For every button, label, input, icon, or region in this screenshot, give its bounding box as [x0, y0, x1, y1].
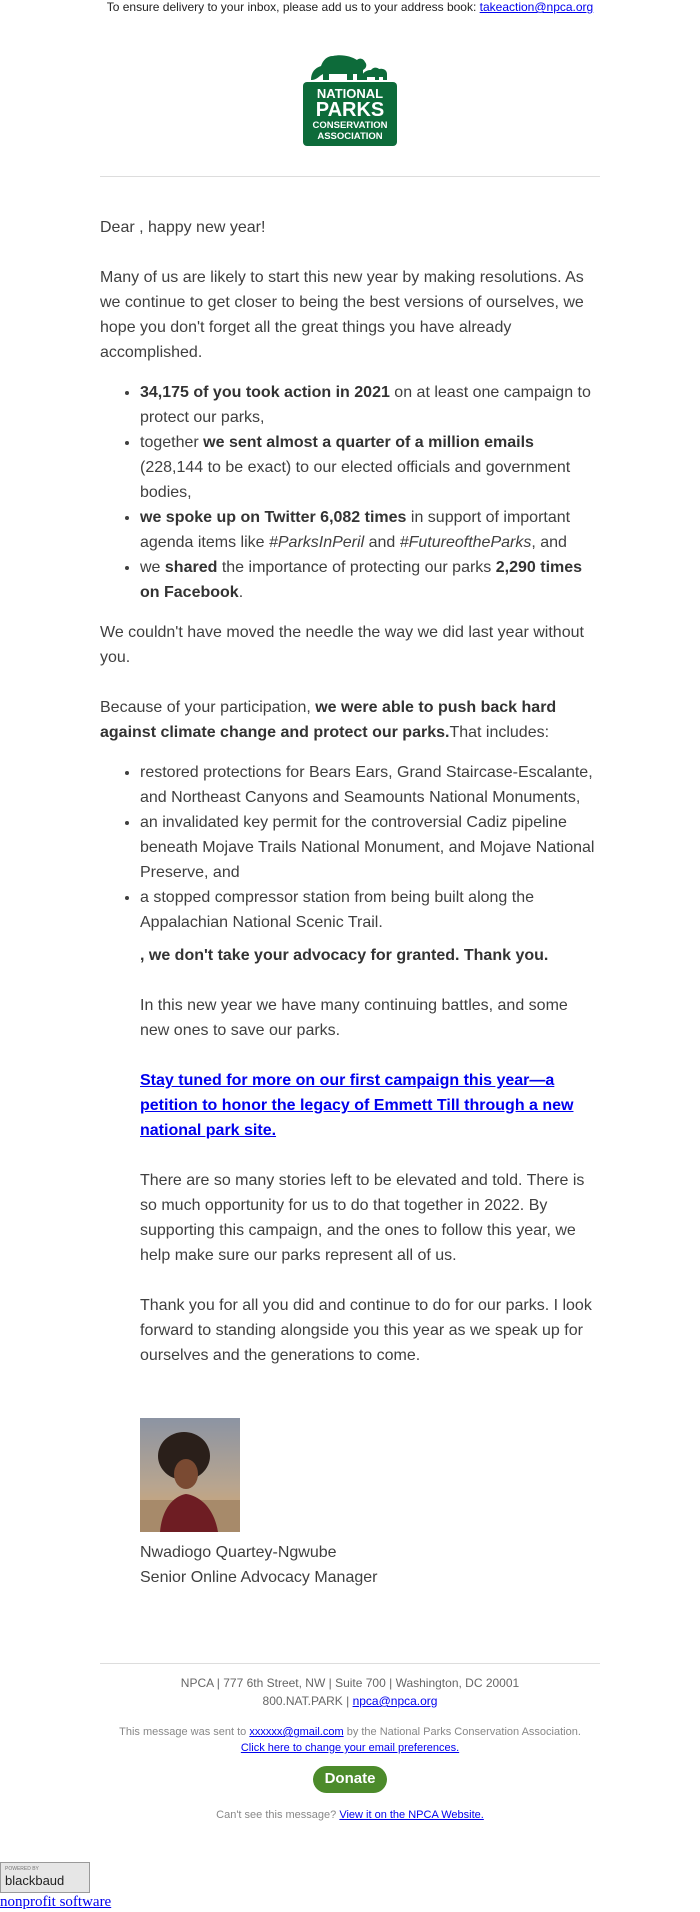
- signer-photo: [140, 1418, 240, 1532]
- needle-paragraph: We couldn't have moved the needle the way we did last year without you.: [100, 624, 584, 666]
- footer: [0, 1674, 700, 1823]
- indented-block: [100, 943, 600, 1590]
- list-item: • an invalidated key permit for the controversial Cadiz pipeline beneath Mojave Trails National Monument, and Mojave National Preserve, and: [140, 810, 600, 885]
- list-item: • together we sent almost a quarter of a million emails (228,144 to be exact) to our elected officials and government bodies,: [140, 430, 600, 505]
- donate-button[interactable]: Donate: [313, 1766, 388, 1793]
- stories-paragraph: There are so many stories left to be elevated and told. There is so much opportunity for us to do that together in 2022. By supporting this campaign, and the ones to follow this year, we help make sure our parks represent all of us.: [140, 1172, 585, 1264]
- header-divider: [100, 176, 600, 177]
- closing-paragraph: Thank you for all you did and continue to do for our parks. I look forward to standing alongside you this year as we speak up for ourselves and the generations to come.: [140, 1297, 592, 1364]
- footer-contact: 800.NAT.PARK | npca@npca.org: [262, 1694, 438, 1708]
- small-bear-icon: [361, 68, 387, 80]
- blackbaud-badge[interactable]: [0, 1862, 90, 1893]
- accomplishments-list: [100, 380, 600, 605]
- powered-by-text: POWERED BY: [5, 1866, 39, 1872]
- logo-line4: ASSOCIATION: [317, 131, 383, 142]
- view-online-line: Can't see this message? View it on the NPCA Website.: [216, 1809, 484, 1821]
- sent-to-line: This message was sent to xxxxxx@gmail.com by the National Parks Conservation Association.: [119, 1726, 581, 1738]
- preheader-email-link[interactable]: takeaction@npca.org: [479, 0, 594, 14]
- email-preferences-link[interactable]: Click here to change your email preferences.: [240, 1742, 460, 1754]
- letter-body: [100, 215, 600, 1590]
- nonprofit-software-link[interactable]: nonprofit software: [0, 1894, 112, 1910]
- logo-container: [0, 50, 700, 151]
- big-bear-icon: [311, 55, 366, 80]
- greeting: Dear , happy new year!: [100, 219, 266, 236]
- logo-line1: NATIONAL: [316, 86, 384, 101]
- battles-paragraph: In this new year we have many continuing battles, and some new ones to save our parks.: [140, 997, 568, 1039]
- footer-address: NPCA | 777 6th Street, NW | Suite 700 | Washington, DC 20001: [180, 1676, 520, 1690]
- blackbaud-logo-text: blackbaud: [5, 1873, 65, 1888]
- recipient-email-link[interactable]: xxxxxx@gmail.com: [249, 1726, 344, 1738]
- emmett-till-campaign-link[interactable]: Stay tuned for more on our first campaign this year—a petition to honor the legacy of Emmett Till through a new national park site.: [140, 1072, 574, 1139]
- npca-logo[interactable]: [303, 50, 397, 146]
- logo-line3: CONSERVATION: [312, 120, 388, 131]
- preheader: [0, 0, 700, 14]
- list-item: • we spoke up on Twitter 6,082 times in support of important agenda items like #ParksInPeril and #FutureoftheParks, and: [140, 505, 600, 555]
- list-item: • restored protections for Bears Ears, Grand Staircase-Escalante, and Northeast Canyons and Seamounts National Monuments,: [140, 760, 600, 810]
- thanks-line: , we don't take your advocacy for granted. Thank you.: [140, 947, 549, 964]
- list-item: • a stopped compressor station from being built along the Appalachian National Scenic Trail.: [140, 885, 600, 935]
- intro-paragraph: Many of us are likely to start this new year by making resolutions. As we continue to get closer to being the best versions of ourselves, we hope you don't forget all the great things you have already accomplished.: [100, 269, 584, 361]
- prefs-line: [0, 1740, 700, 1756]
- because-paragraph: Because of your participation, we were able to push back hard against climate change and protect our parks.That includes:: [100, 699, 557, 741]
- list-item: • 34,175 of you took action in 2021 on at least one campaign to protect our parks,: [140, 380, 600, 430]
- footer-email-link[interactable]: npca@npca.org: [352, 1694, 438, 1708]
- footer-divider: [100, 1663, 600, 1664]
- donate-container: [0, 1766, 700, 1793]
- preheader-text: To ensure delivery to your inbox, please add us to your address book:: [106, 0, 480, 14]
- signer-name: Nwadiogo Quartey-Ngwube: [140, 1544, 337, 1561]
- protections-list: [100, 760, 600, 935]
- logo-line2: PARKS: [315, 99, 385, 121]
- view-online-link[interactable]: View it on the NPCA Website.: [339, 1809, 484, 1821]
- cta-paragraph: [140, 1068, 600, 1143]
- list-item: • we shared the importance of protecting our parks 2,290 times on Facebook.: [140, 555, 600, 605]
- signer-title: Senior Online Advocacy Manager: [140, 1569, 378, 1586]
